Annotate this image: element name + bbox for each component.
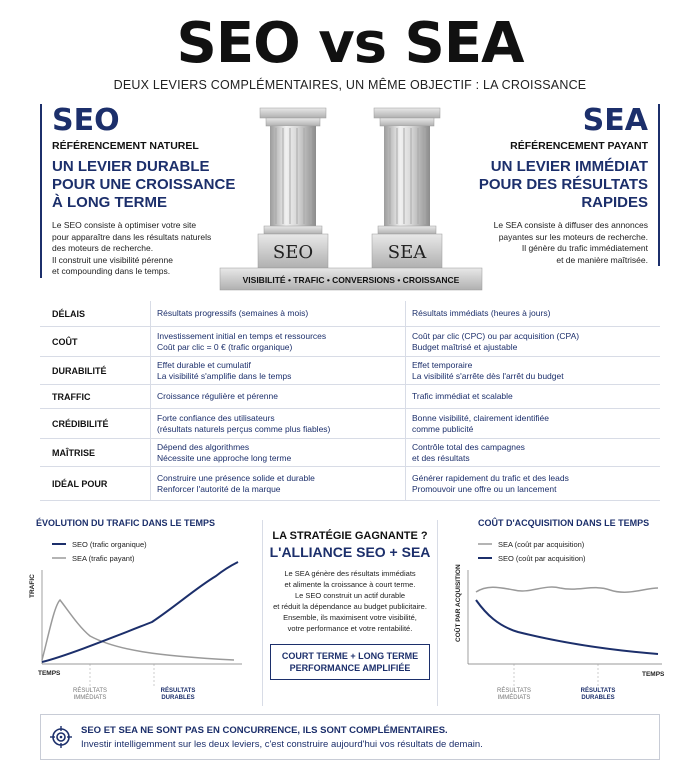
sea-cell-line: Générer rapidement du trafic et des leads bbox=[412, 472, 569, 483]
seo-cell-line: Nécessite une approche long terme bbox=[157, 452, 292, 463]
seo-ref: RÉFÉRENCEMENT NATUREL bbox=[52, 140, 199, 152]
sea-cell-line: et des résultats bbox=[412, 452, 470, 463]
table-row bbox=[40, 327, 660, 357]
seo-cell-line: La visibilité s'amplifie dans le temps bbox=[157, 370, 292, 381]
page-title: SEO vs SEA bbox=[176, 11, 524, 76]
sea-traffic-line bbox=[42, 600, 234, 660]
sea-lever: UN LEVIER IMMÉDIAT POUR DES RÉSULTATS RAPIDES bbox=[478, 158, 648, 211]
strategy-question: LA STRATÉGIE GAGNANTE ? bbox=[272, 530, 428, 542]
seo-description: Le SEO consiste à optimiser votre site pour apparaître dans les résultats naturels des moteurs de recherche. Il construit une visibilité pérenne et compounding dans le temps. bbox=[52, 220, 212, 276]
seo-pillar-label: SEO bbox=[272, 242, 314, 263]
footer-subline: Investir intelligemment sur les deux leviers, c'est construire aujourd'hui vos résultats de demain. bbox=[81, 738, 483, 750]
table-row bbox=[40, 385, 660, 409]
seo-cell-line: Effet durable et cumulatif bbox=[157, 359, 251, 370]
seo-cell bbox=[150, 357, 405, 384]
pillars-illustration bbox=[218, 106, 484, 292]
seo-cell-line: Construire une présence solide et durable bbox=[157, 472, 315, 483]
seo-cost-line bbox=[476, 600, 658, 654]
comparison-table bbox=[40, 301, 660, 501]
seo-cell-line: Dépend des algorithmes bbox=[157, 441, 250, 452]
seo-traffic-line bbox=[42, 562, 238, 662]
table-row bbox=[40, 357, 660, 385]
seo-cell-line: Forte confiance des utilisateurs bbox=[157, 412, 275, 423]
seo-cell-line: Investissement initial en temps et ressources bbox=[157, 330, 327, 341]
cost-xlabel: TEMPS bbox=[642, 671, 665, 678]
sea-ref: RÉFÉRENCEMENT PAYANT bbox=[510, 140, 648, 152]
row-label: COÛT bbox=[52, 336, 78, 347]
cost-chart-svg bbox=[448, 518, 674, 708]
traffic-chart-svg bbox=[26, 518, 252, 708]
sea-cell-line: comme publicité bbox=[412, 423, 474, 434]
sea-cell-line: Promouvoir une offre ou un lancement bbox=[412, 483, 557, 494]
traffic-mark-immediate-2: IMMÉDIATS bbox=[73, 695, 107, 701]
sea-cell-line: Résultats immédiats (heures à jours) bbox=[412, 308, 551, 318]
strategy-cta-box: COURT TERME + LONG TERME PERFORMANCE AMPLIFIÉE bbox=[270, 644, 430, 680]
table-row bbox=[40, 439, 660, 467]
row-label: TRAFFIC bbox=[52, 391, 91, 402]
seo-cell bbox=[150, 301, 405, 326]
seo-cell bbox=[150, 467, 405, 500]
traffic-ylabel: TRAFIC bbox=[29, 574, 36, 598]
pillars-base-text: VISIBILITÉ • TRAFIC • CONVERSIONS • CROISSANCE bbox=[242, 275, 460, 285]
cost-legend-sea: SEA (coût par acquisition) bbox=[498, 540, 585, 549]
seo-cell-line: Résultats progressifs (semaines à mois) bbox=[157, 308, 309, 318]
seo-cell bbox=[150, 327, 405, 356]
seo-cell bbox=[150, 439, 405, 466]
strategy-description: Le SEA génère des résultats immédiats et alimente la croissance à court terme. Le SEO construit un actif durable et réduit la dépendance au budget publicitaire. Ensemble, ils maximisent votre visibilité, votre performance et votre rentabilité. bbox=[273, 569, 427, 633]
cost-mark-immediate-2: IMMÉDIATS bbox=[497, 695, 531, 701]
seo-cell-line: (résultats naturels perçus comme plus fiables) bbox=[157, 423, 331, 434]
sea-cell-line: Budget maîtrisé et ajustable bbox=[412, 341, 518, 352]
traffic-chart-title: ÉVOLUTION DU TRAFIC DANS LE TEMPS bbox=[36, 518, 216, 528]
table-row bbox=[40, 409, 660, 439]
sea-cell bbox=[405, 385, 660, 408]
sea-tag: SEA bbox=[582, 103, 648, 138]
sea-cell-line: Bonne visibilité, clairement identifiée bbox=[412, 412, 550, 423]
traffic-legend-seo: SEO (trafic organique) bbox=[72, 540, 147, 549]
sea-cell bbox=[405, 467, 660, 500]
table-row bbox=[40, 301, 660, 327]
sea-cell bbox=[405, 439, 660, 466]
cost-chart-title: COÛT D'ACQUISITION DANS LE TEMPS bbox=[478, 518, 650, 528]
cost-mark-durable: RÉSULTATS bbox=[580, 688, 616, 694]
seo-cell bbox=[150, 409, 405, 438]
row-label: IDÉAL POUR bbox=[52, 478, 108, 489]
strategy-alliance: L'ALLIANCE SEO + SEA bbox=[269, 544, 431, 560]
seo-cell-line: Croissance régulière et pérenne bbox=[157, 391, 278, 401]
sea-cell bbox=[405, 357, 660, 384]
cost-chart bbox=[448, 518, 674, 708]
row-label: CRÉDIBILITÉ bbox=[52, 418, 109, 429]
traffic-mark-durable-2: DURABLES bbox=[161, 695, 195, 701]
traffic-mark-immediate: RÉSULTATS bbox=[72, 688, 108, 694]
footer-headline: SEO ET SEA NE SONT PAS EN CONCURRENCE, ILS SONT COMPLÉMENTAIRES. bbox=[81, 724, 448, 736]
cost-legend-seo: SEO (coût par acquisition) bbox=[498, 554, 586, 563]
seo-lever: UN LEVIER DURABLE POUR UNE CROISSANCE À LONG TERME bbox=[52, 158, 236, 211]
sea-cell-line: Effet temporaire bbox=[412, 359, 473, 370]
cost-mark-immediate: RÉSULTATS bbox=[496, 688, 532, 694]
footer-banner bbox=[40, 714, 660, 760]
cost-mark-durable-2: DURABLES bbox=[581, 695, 615, 701]
pillars-svg bbox=[218, 106, 484, 292]
traffic-mark-durable: RÉSULTATS bbox=[160, 688, 196, 694]
sea-cell bbox=[405, 301, 660, 326]
sea-cell bbox=[405, 409, 660, 438]
seo-cell-line: Coût par clic = 0 € (trafic organique) bbox=[157, 341, 293, 352]
sea-cell-line: Contrôle total des campagnes bbox=[412, 441, 525, 452]
sea-cost-line bbox=[476, 587, 658, 592]
traffic-legend-sea: SEA (trafic payant) bbox=[72, 554, 135, 563]
seo-cell-line: Renforcer l'autorité de la marque bbox=[157, 483, 281, 494]
strategy-box bbox=[262, 520, 438, 706]
seo-tag: SEO bbox=[52, 103, 120, 138]
traffic-chart bbox=[26, 518, 252, 708]
row-label: DURABILITÉ bbox=[52, 365, 107, 376]
sea-description: Le SEA consiste à diffuser des annonces payantes sur les moteurs de recherche. Il génère du trafic immédiatement et de manière maîtrisée. bbox=[493, 220, 648, 265]
sea-cell-line: Coût par clic (CPC) ou par acquisition (CPA) bbox=[412, 330, 580, 341]
target-icon bbox=[41, 726, 81, 748]
sea-cell-line: La visibilité s'arrête dès l'arrêt du budget bbox=[412, 370, 564, 381]
seo-cell bbox=[150, 385, 405, 408]
page-subtitle: DEUX LEVIERS COMPLÉMENTAIRES, UN MÊME OBJECTIF : LA CROISSANCE bbox=[113, 78, 587, 92]
sea-pillar-label: SEA bbox=[387, 242, 427, 263]
sea-cell bbox=[405, 327, 660, 356]
sea-cell-line: Trafic immédiat et scalable bbox=[412, 391, 513, 401]
row-label: DÉLAIS bbox=[52, 308, 86, 319]
traffic-xlabel: TEMPS bbox=[38, 670, 61, 677]
row-label: MAÎTRISE bbox=[52, 447, 96, 458]
cost-ylabel: COÛT PAR ACQUISITION bbox=[455, 564, 462, 642]
table-row bbox=[40, 467, 660, 501]
